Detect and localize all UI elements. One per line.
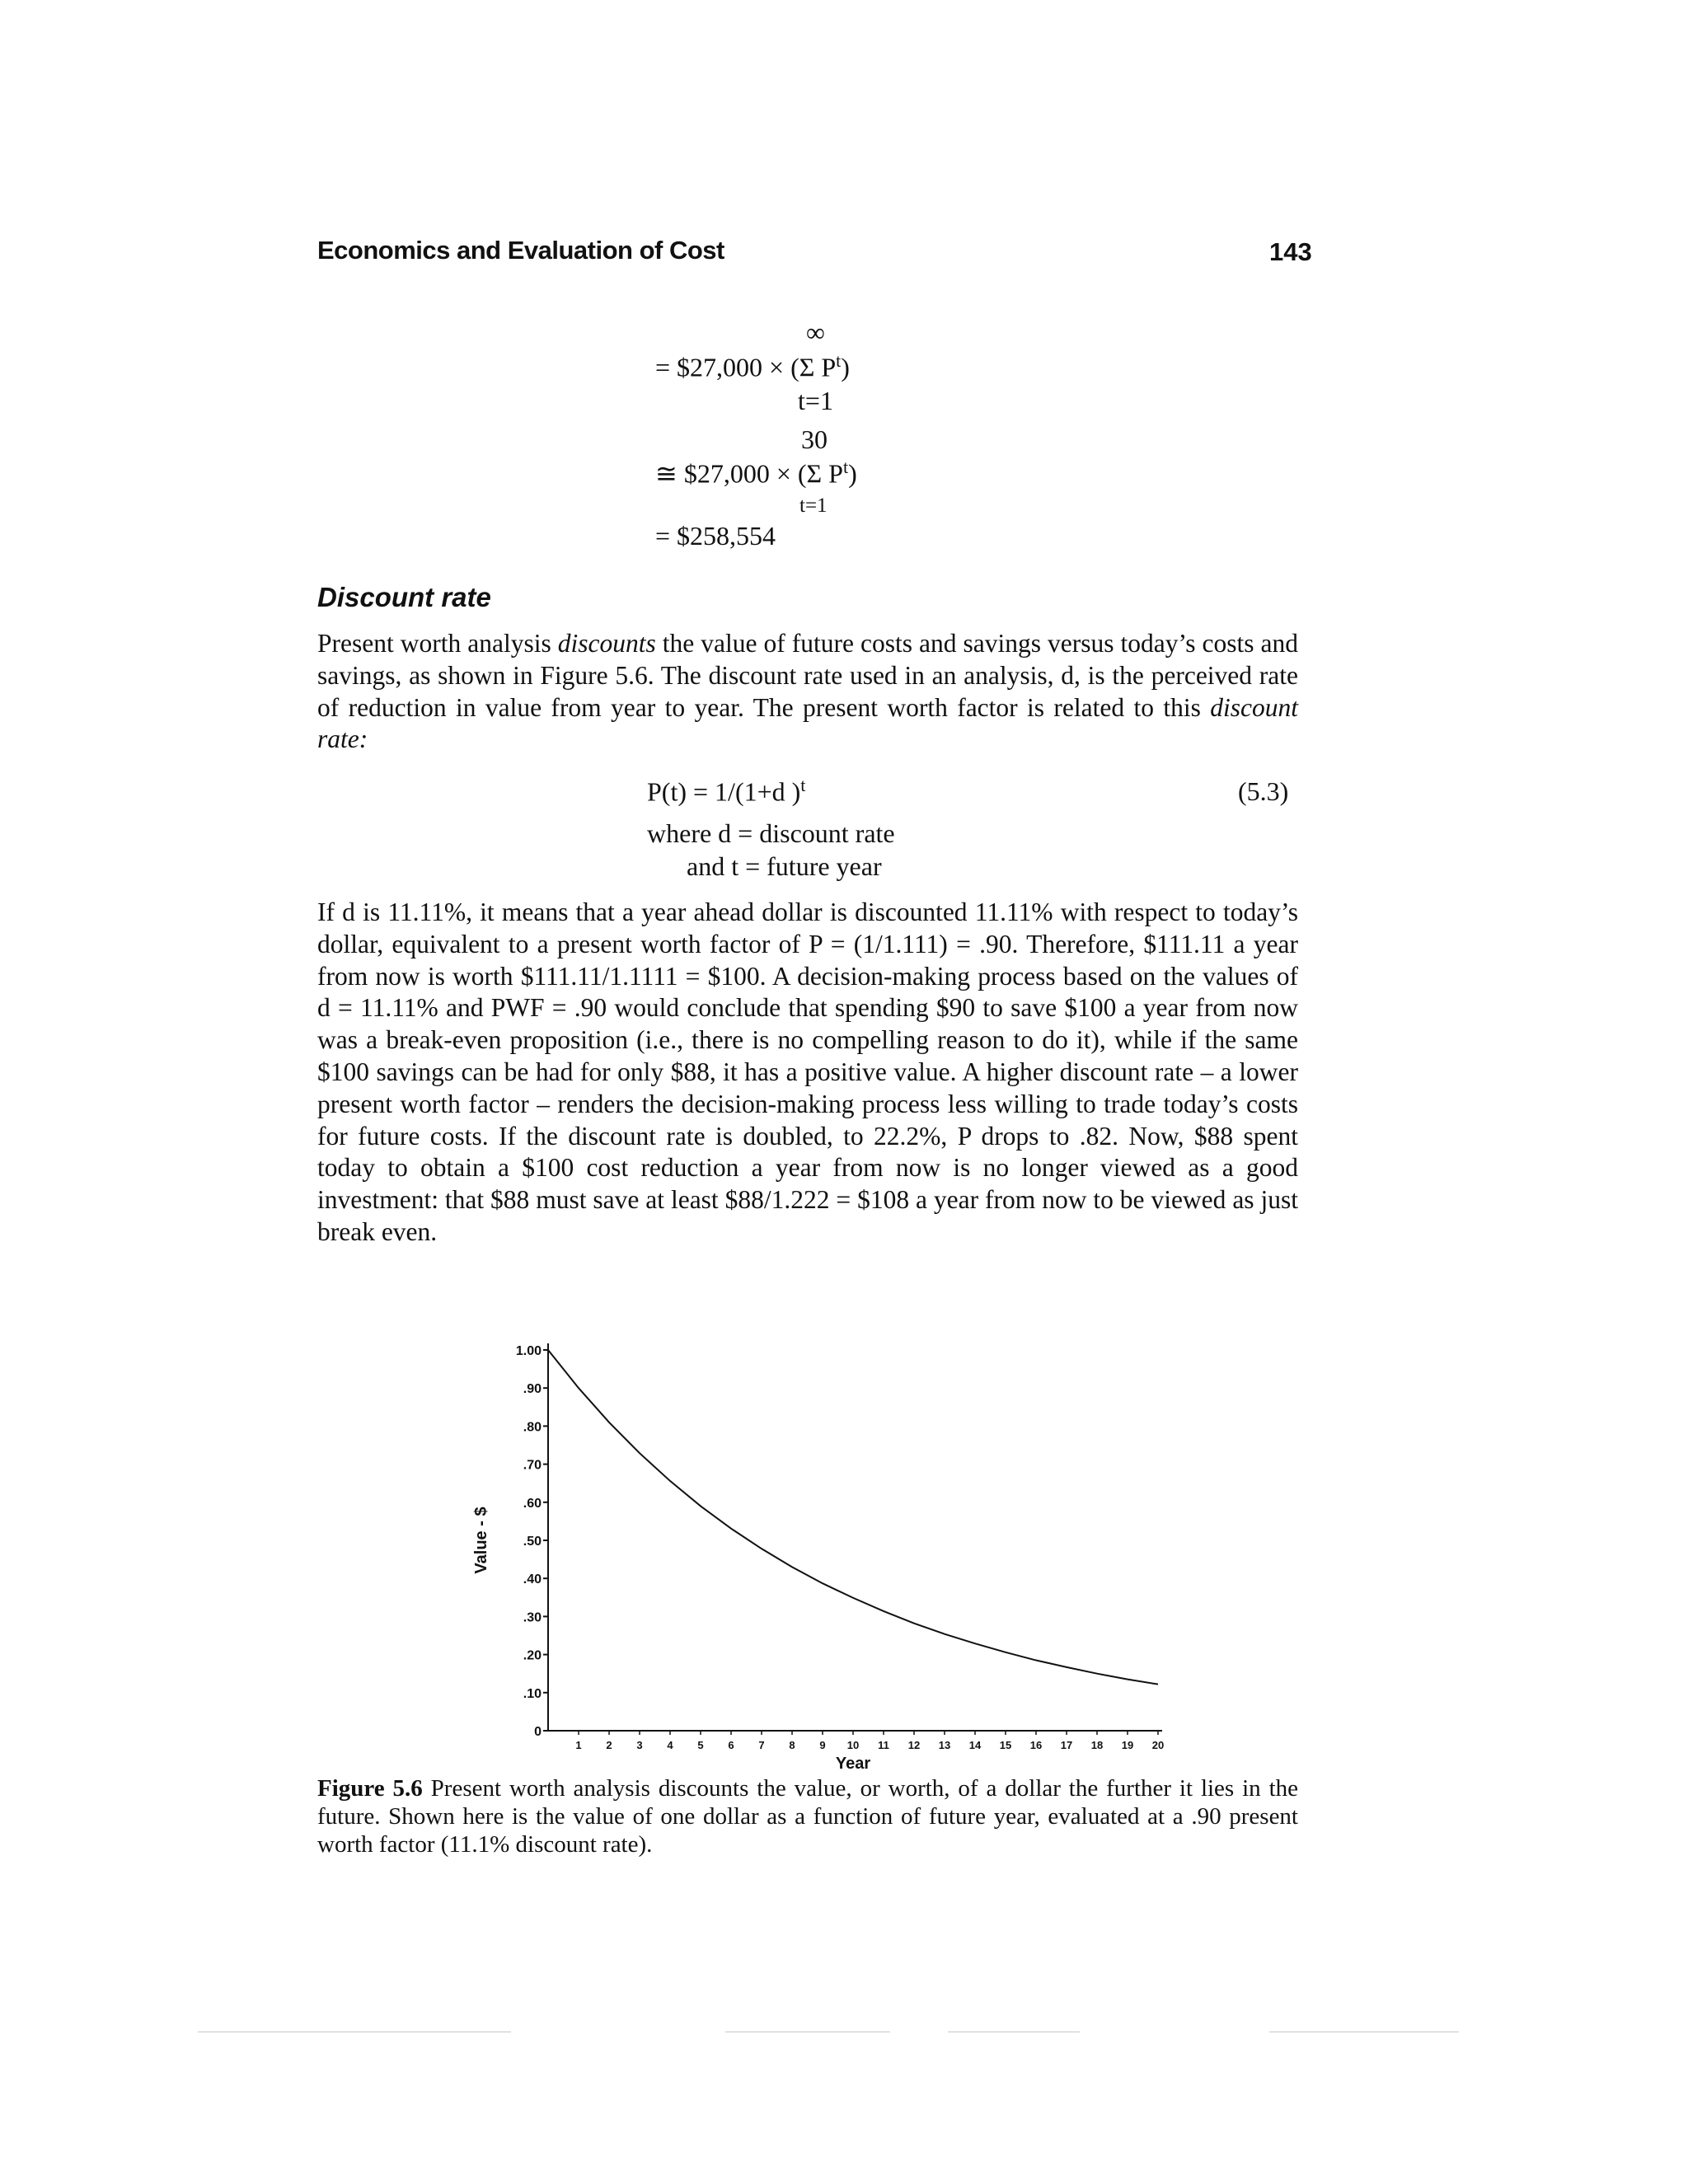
x-tick-label: 13 <box>938 1739 951 1751</box>
page-number: 143 <box>1269 237 1312 266</box>
x-tick-label: 2 <box>606 1739 612 1751</box>
x-tick-label: 1 <box>575 1739 582 1751</box>
caption-text: Present worth analysis discounts the value, or worth, of a dollar the further it lies in the future. Shown here is the value of one dollar as a function of future year, evaluated at a .90 present worth factor (11.1% discount rate). <box>317 1775 1299 1858</box>
eq1-upper-limit: ∞ <box>806 317 825 347</box>
equation-line-3: = $258,554 <box>655 521 776 551</box>
para1-emphasis-discount-rate: discount rate: <box>317 692 1298 754</box>
paragraph-discount-intro <box>317 628 1298 756</box>
x-tick-label: 4 <box>667 1739 673 1751</box>
x-tick-label: 9 <box>819 1739 826 1751</box>
y-tick-label: .90 <box>523 1382 542 1397</box>
caption-label: Figure 5.6 <box>317 1775 423 1802</box>
running-header-title: Economics and Evaluation of Cost <box>317 236 724 265</box>
eq1-sum-symbol: Σ <box>799 352 815 382</box>
y-tick-label: .60 <box>523 1496 542 1511</box>
x-tick-label: 5 <box>697 1739 704 1751</box>
eq1-close: ) <box>841 352 850 382</box>
x-tick-label: 3 <box>636 1739 643 1751</box>
x-tick-label: 19 <box>1121 1739 1134 1751</box>
eq2-exponent: t <box>842 457 849 477</box>
para1-emphasis-discounts: discounts <box>557 629 656 658</box>
formula-5-3 <box>647 775 805 808</box>
formula-exponent: t <box>800 775 806 795</box>
equation-line-2 <box>655 457 857 490</box>
x-tick-label: 12 <box>907 1739 921 1751</box>
section-heading: Discount rate <box>317 582 491 612</box>
eq2-term: P <box>828 458 843 489</box>
y-tick-label: .20 <box>523 1648 542 1663</box>
y-tick-label: .80 <box>523 1420 542 1435</box>
y-tick-label: .30 <box>523 1610 542 1625</box>
x-tick-label: 10 <box>846 1739 860 1751</box>
formula-where-t: and t = future year <box>687 851 882 881</box>
eq1-term: P <box>821 352 837 382</box>
y-axis-label: Value - $ <box>472 1507 490 1574</box>
formula-expression: P(t) = 1/(1+d ) <box>647 776 801 807</box>
x-tick-label: 8 <box>789 1739 795 1751</box>
x-tick-label: 15 <box>999 1739 1012 1751</box>
y-tick-label: 0 <box>534 1725 542 1739</box>
eq2-sum-symbol: Σ <box>806 458 823 489</box>
para1-text-a: Present worth analysis <box>317 629 558 658</box>
eq2-close: ) <box>848 458 857 489</box>
chart-svg <box>462 1319 1187 1772</box>
y-tick-label: .10 <box>523 1686 542 1701</box>
paragraph-discount-example: If d is 11.11%, it means that a year ahead dollar is discounted 11.11% with respect to today’s dollar, equivalent to a present worth factor of P = (1/1.111) = .90. Therefore, $111.11 a year from now is worth $111.11/1.1111 = $100. A decision-making process based on the values of d = 11.11% and PWF = .90 would conclude that spending $90 to save $100 a year from now was a break-even proposition (i.e., there is no compelling reason to do it), while if the same $100 savings can be had for only $88, it has a positive value. A higher discount rate – a lower present worth factor – renders the decision-making process less willing to trade today’s costs for future costs. If the discount rate is doubled, to 22.2%, P drops to .82. Now, $88 spent today to obtain a $100 cost reduction a year from now is no longer viewed as a good investment: that $88 must save at least $88/1.222 = $108 a year from now to be viewed as just break even. <box>317 898 1298 1246</box>
eq2-lower-limit: t=1 <box>799 494 828 517</box>
figure-5-6-chart <box>462 1319 1187 1776</box>
eq2-lhs: ≅ $27,000 × ( <box>655 458 807 489</box>
y-tick-label: .50 <box>523 1535 542 1549</box>
x-tick-label: 17 <box>1060 1739 1073 1751</box>
formula-where-d: where d = discount rate <box>647 818 895 848</box>
y-tick-label: .70 <box>523 1458 542 1473</box>
eq1-lower-limit: t=1 <box>798 386 833 415</box>
x-tick-label: 6 <box>728 1739 734 1751</box>
x-tick-label: 11 <box>878 1739 889 1751</box>
figure-caption <box>317 1774 1298 1858</box>
equation-line-1 <box>655 350 850 383</box>
y-tick-label: 1.00 <box>515 1344 542 1358</box>
x-tick-label: 20 <box>1151 1739 1165 1751</box>
x-tick-label: 7 <box>758 1739 765 1751</box>
eq1-lhs: = $27,000 × ( <box>655 352 799 382</box>
x-axis-label: Year <box>835 1755 871 1772</box>
x-tick-label: 18 <box>1090 1739 1104 1751</box>
x-tick-label: 16 <box>1029 1739 1043 1751</box>
x-tick-label: 14 <box>968 1739 982 1751</box>
y-tick-label: .40 <box>523 1572 542 1587</box>
eq1-exponent: t <box>836 350 842 371</box>
formula-number: (5.3) <box>1238 776 1289 806</box>
para1-text-b: the value of future costs and savings versus today’s costs and savings, as shown in Figure 5.6. The discount rate used in an analysis, d, is the perceived rate of reduction in value from year to year. The present worth factor is related to this <box>317 629 1298 722</box>
series-line-dollar-value <box>548 1350 1158 1685</box>
eq2-upper-limit: 30 <box>801 424 828 454</box>
